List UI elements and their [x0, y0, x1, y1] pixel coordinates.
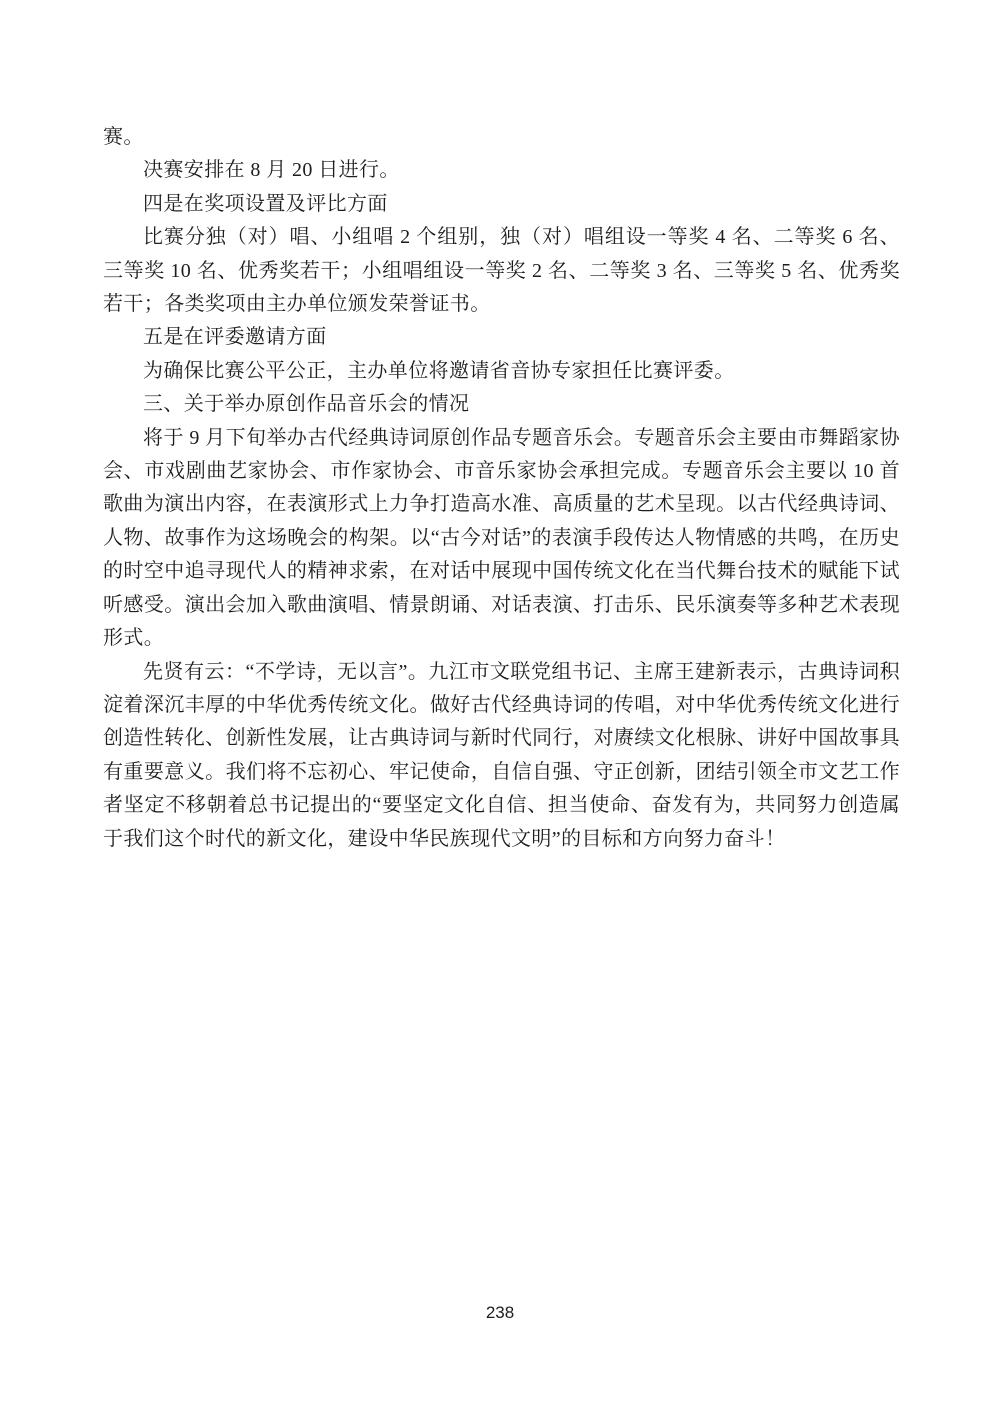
- page-number: 238: [485, 1303, 515, 1322]
- section-heading-original-concert: 三、关于举办原创作品音乐会的情况: [143, 393, 470, 416]
- paragraph-continuation: 赛。: [103, 126, 144, 148]
- sub-heading-judge-invitation: 五是在评委邀请方面: [143, 326, 327, 349]
- document-body: [103, 121, 900, 856]
- sub-heading-awards-setup: 四是在奖项设置及评比方面: [143, 192, 388, 215]
- paragraph-award-details: 比赛分独（对）唱、小组唱 2 个组别，独（对）唱组设一等奖 4 名、二等奖 6 名、三等奖 10 名、优秀奖若干；小组唱组设一等奖 2 名、二等奖 3 名、三等奖 5 名、优秀奖若干；各类奖项由主办单位颁发荣誉证书。: [103, 226, 900, 316]
- paragraph-closing-remarks: 先贤有云：“不学诗，无以言”。九江市文联党组书记、主席王建新表示，古典诗词积淀着深沉丰厚的中华优秀传统文化。做好古代经典诗词的传唱，对中华优秀传统文化进行创造性转化、创新性发展，让古典诗词与新时代同行，对赓续文化根脉、讲好中国故事具有重要意义。我们将不忘初心、牢记使命，自信自强、守正创新，团结引领全市文艺工作者坚定不移朝着总书记提出的“要坚定文化自信、担当使命、奋发有为，共同努力创造属于我们这个时代的新文化，建设中华民族现代文明”的目标和方向努力奋斗！: [103, 660, 900, 850]
- paragraph-judge-details: 为确保比赛公平公正，主办单位将邀请省音协专家担任比赛评委。: [143, 359, 735, 382]
- paragraph-final-date: 决赛安排在 8 月 20 日进行。: [143, 159, 400, 182]
- paragraph-concert-details: 将于 9 月下旬举办古代经典诗词原创作品专题音乐会。专题音乐会主要由市舞蹈家协会、市戏剧曲艺家协会、市作家协会、市音乐家协会承担完成。专题音乐会主要以 10 首歌曲为演出内容，在表演形式上力争打造高水准、高质量的艺术呈现。以古代经典诗词、人物、故事作为这场晚会的构架。以“古今对话”的表演手段传达人物情感的共鸣，在历史的时空中追寻现代人的精神求索，在对话中展现中国传统文化在当代舞台技术的赋能下试听感受。演出会加入歌曲演唱、情景朗诵、对话表演、打击乐、民乐演奏等多种艺术表现形式。: [103, 426, 900, 650]
- page-footer: [0, 1303, 1000, 1323]
